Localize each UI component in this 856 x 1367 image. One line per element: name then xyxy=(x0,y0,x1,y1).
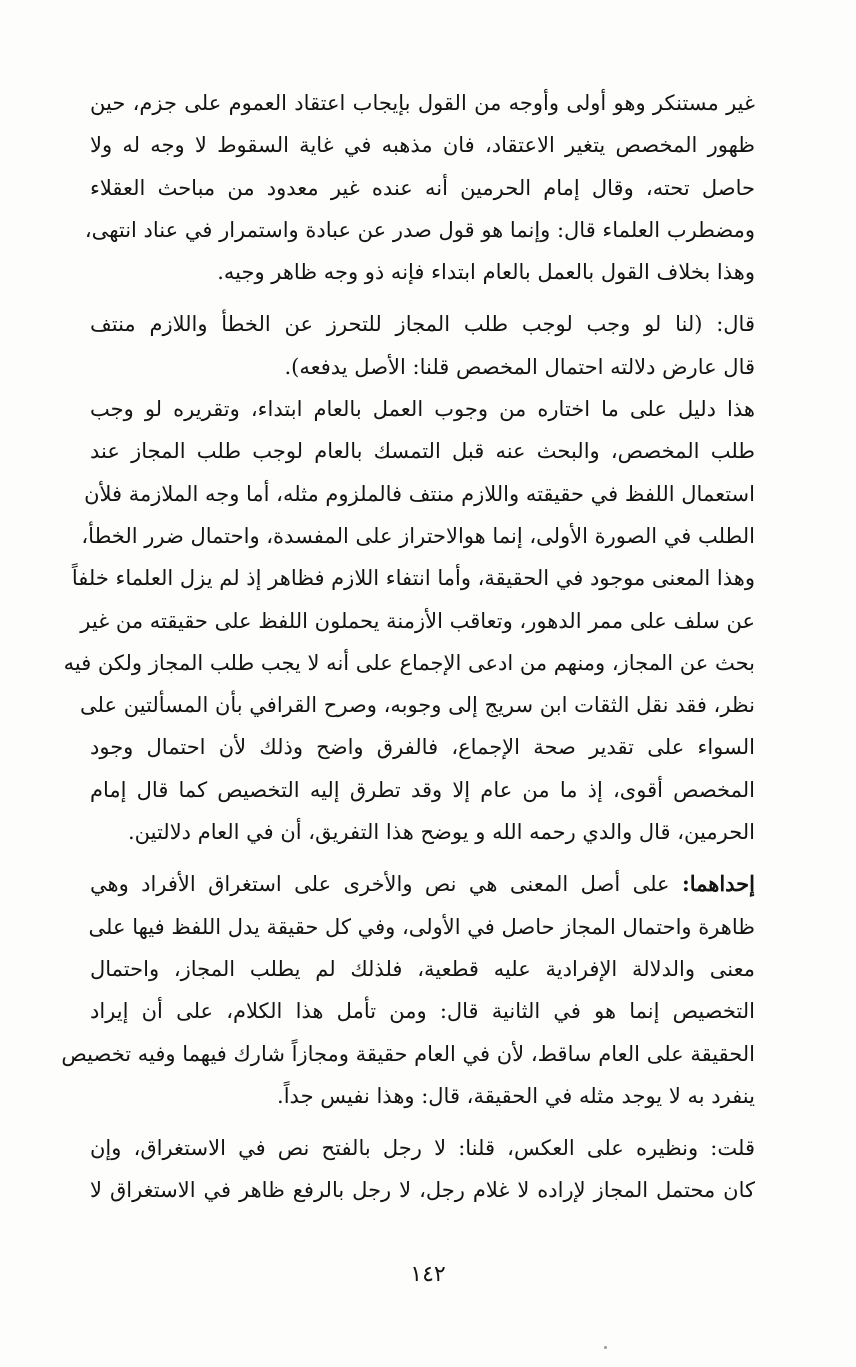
text-line: عن سلف على ممر الدهور، وتعاقب الأزمنة يحملون اللفظ على حقيقته من غير xyxy=(80,608,755,633)
paragraph-2-quoted-text xyxy=(90,303,755,388)
text-line: حاصل تحته، وقال إمام الحرمين أنه عنده غير معدود من مباحث العقلاء xyxy=(90,175,755,200)
text-line: بحث عن المجاز، ومنهم من ادعى الإجماع على أنه لا يجب طلب المجاز ولكن فيه xyxy=(63,650,755,675)
text-line: طلب المخصص، والبحث عنه قبل التمسك بالعام لوجب طلب المجاز عند xyxy=(90,439,755,464)
text-line: قلت: ونظيره على العكس، قلنا: لا رجل بالفتح نص في الاستغراق، وإن xyxy=(90,1136,755,1161)
text-line: نظر، فقد نقل الثقات ابن سريج إلى وجوبه، وصرح القرافي بأن المسألتين على xyxy=(80,693,755,718)
text-line: ظهور المخصص يتغير الاعتقاد، فان مذهبه في غاية السقوط لا وجه له ولا xyxy=(90,133,755,158)
text-line: المخصص أقوى، إذ ما من عام إلا وقد تطرق إليه التخصيص كما قال إمام xyxy=(90,777,755,802)
text-line: استعمال اللفظ في حقيقته واللازم منتف فالملزوم مثله، أما وجه الملازمة فلأن xyxy=(84,481,755,506)
text-line: وهذا بخلاف القول بالعمل بالعام ابتداء فإنه ذو وجه ظاهر وجيه. xyxy=(217,260,755,285)
text-line: قال عارض دلالته احتمال المخصص قلنا: الأصل يدفعه). xyxy=(284,354,755,379)
text-line: ظاهرة واحتمال المجاز حاصل في الأولى، وفي كل حقيقة يدل اللفظ فيها على xyxy=(88,914,755,939)
text-line: غير مستنكر وهو أولى وأوجه من القول بإيجاب اعتقاد العموم على جزم، حين xyxy=(90,91,755,115)
text-line: معنى والدلالة الإفرادية عليه قطعية، فلذلك لم يطلب المجاز، واحتمال xyxy=(90,956,755,981)
lead-term: إحداهما: xyxy=(681,871,755,897)
paragraph-spacer xyxy=(90,293,755,303)
text-line: قال: (لنا لو وجب لوجب طلب المجاز للتحرز عن الخطأ واللازم منتف xyxy=(90,312,755,337)
text-line: كان محتمل المجاز لإراده لا غلام رجل، لا رجل بالرفع ظاهر في الاستغراق لا xyxy=(90,1178,755,1203)
text-line: التخصيص إنما هو في الثانية قال: ومن تأمل هذا الكلام، على أن إيراد xyxy=(90,999,755,1024)
scan-speck xyxy=(604,1346,607,1349)
text-line: ينفرد به لا يوجد مثله في الحقيقة، قال: وهذا نفيس جداً. xyxy=(277,1083,755,1108)
page-body xyxy=(61,82,755,1212)
paragraph-spacer xyxy=(90,853,755,863)
text-line: هذا دليل على ما اختاره من وجوب العمل بالعام ابتداء، وتقريره لو وجب xyxy=(90,397,755,422)
paragraph-5 xyxy=(90,1127,755,1212)
text-line: وهذا المعنى موجود في الحقيقة، وأما انتفاء اللازم فظاهر إذ لم يزل العلماء خلفاً xyxy=(71,566,755,591)
text-line: السواء على تقدير صحة الإجماع، فالفرق واضح وذلك لأن احتمال وجود xyxy=(90,735,755,760)
text-line-with-lead xyxy=(90,863,755,905)
text-line: الحقيقة على العام ساقط، لأن في العام حقيقة ومجازاً شارك فيهما وفيه تخصيص xyxy=(61,1041,755,1066)
paragraph-3-commentary xyxy=(63,388,755,853)
text-line: الطلب في الصورة الأولى، إنما هوالاحتراز على المفسدة، واحتمال ضرر الخطأ، xyxy=(81,523,755,548)
paragraph-spacer xyxy=(90,1117,755,1127)
paragraph-4 xyxy=(61,863,755,1117)
paragraph-1 xyxy=(84,82,755,293)
text-run: على أصل المعنى هي نص والأخرى على استغراق الأفراد وهي xyxy=(90,872,682,897)
text-line: الحرمين، قال والدي رحمه الله و يوضح هذا التفريق، أن في العام دلالتين. xyxy=(127,820,755,845)
text-line: ومضطرب العلماء قال: وإنما هو قول صدر عن عبادة واستمرار في عناد انتهى، xyxy=(84,217,755,242)
page-number: ١٤٢ xyxy=(410,1262,446,1287)
